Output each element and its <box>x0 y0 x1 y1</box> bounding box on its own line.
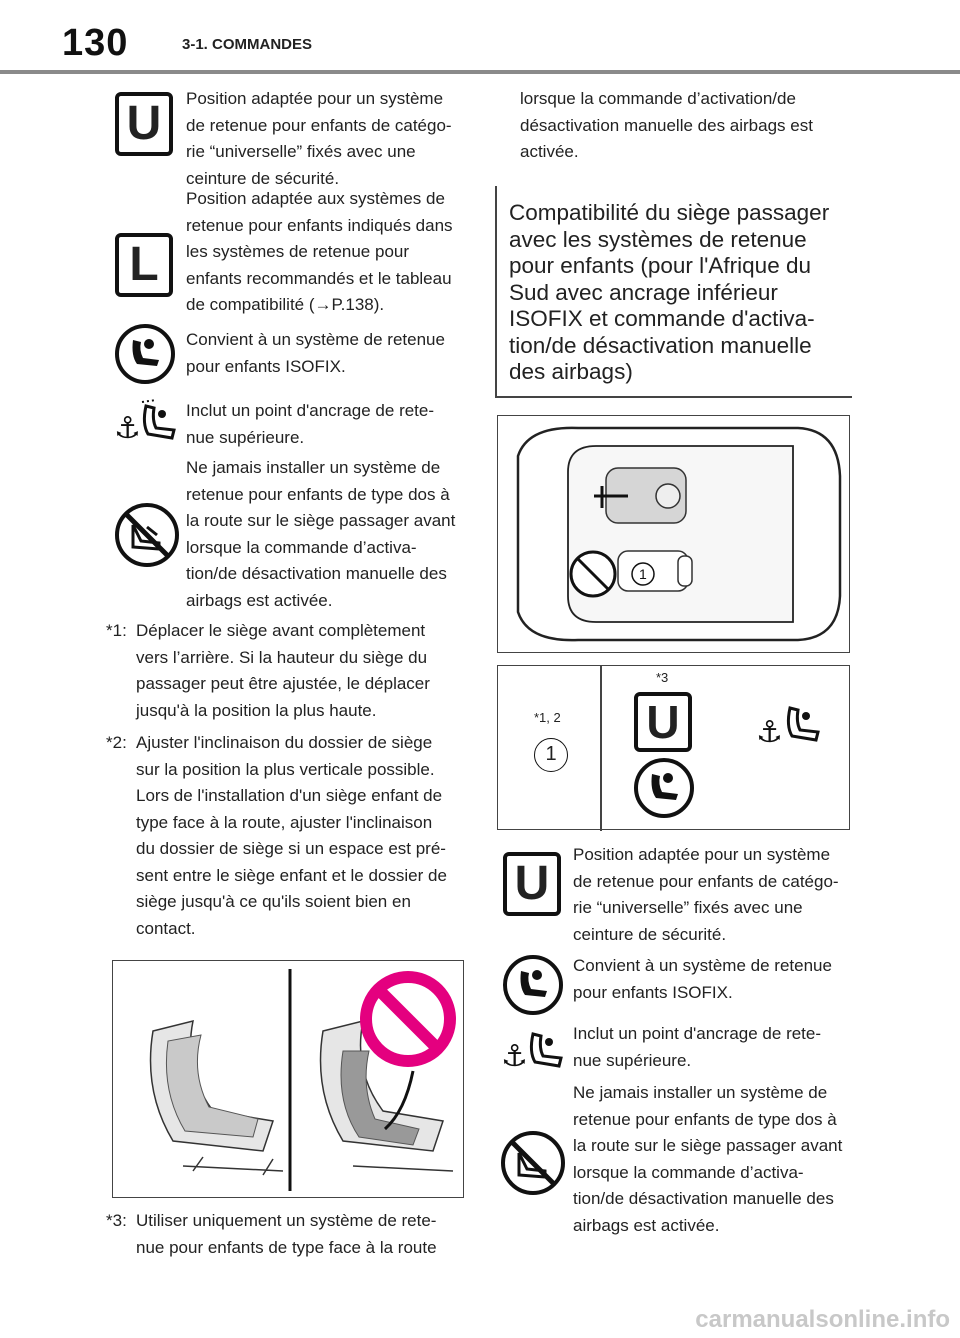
note3: Utiliser uniquement un système de rete- nue pour enfants de type face à la route <box>136 1211 437 1257</box>
car-seat-diagram <box>497 415 850 653</box>
anchor-seat-icon <box>112 398 178 446</box>
watermark: carmanualsonline.info <box>695 1306 950 1333</box>
legend-isofix: Convient à un système de retenue pour enfants ISOFIX. <box>573 956 832 1002</box>
compatibility-heading: Compatibilité du siège passager avec les systèmes de retenue pour enfants (pour l'Afrique du Sud avec ancrage inférieur ISOFIX et commande d'activa- tion/de désactivation manuelle des airbags) <box>495 186 852 398</box>
l-category-icon: L <box>115 233 173 297</box>
svg-text:⚓: ⚓ <box>114 411 141 446</box>
seat-adjustment-illustration <box>112 960 464 1198</box>
compatibility-table <box>497 665 850 830</box>
universal-u-icon: U <box>634 692 692 752</box>
diagram-label-1: 1 <box>639 566 647 582</box>
no-rear-facing-icon <box>501 1131 565 1195</box>
note3-mark: *3: <box>106 1211 127 1230</box>
desc-universal: Position adaptée pour un système de retenue pour enfants de catégo- rie “universelle” fixés avec une ceinture de sécurité. <box>186 89 452 188</box>
correct-seat-drawing <box>151 1021 284 1175</box>
child-seat-drawing <box>594 468 686 523</box>
isofix-seat-icon <box>634 758 694 818</box>
prohibited-icon <box>366 977 450 1061</box>
section-title: 3-1. COMMANDES <box>182 36 313 53</box>
note2-mark: *2: <box>106 733 127 752</box>
table-note-left: *1, 2 <box>534 710 561 725</box>
table-note-right: *3 <box>656 670 669 685</box>
note1: Déplacer le siège avant complètement vers l’arrière. Si la hauteur du siège du passager peut être ajustée, le déplacer jusqu'à la position la plus haute. <box>136 621 430 720</box>
universal-u-icon: U <box>115 92 173 156</box>
anchor-seat-icon <box>754 700 824 750</box>
table-divider <box>600 666 602 831</box>
legend-anchor: Inclut un point d'ancrage de rete- nue supérieure. <box>573 1024 822 1070</box>
passenger-seat-drawing <box>618 551 692 591</box>
desc-l-category: Position adaptée aux systèmes de retenue pour enfants indiqués dans les systèmes de retenue pour enfants recommandés et le tableau de compatibilité (→P.138). <box>186 189 453 314</box>
legend-universal: Position adaptée pour un système de retenue pour enfants de catégo- rie “universelle” fixés avec une ceinture de sécurité. <box>573 845 839 944</box>
isofix-seat-icon <box>503 955 563 1015</box>
svg-text:⚓: ⚓ <box>501 1039 528 1074</box>
no-rear-facing-icon <box>571 552 615 596</box>
desc-anchor: Inclut un point d'ancrage de rete- nue supérieure. <box>186 401 435 447</box>
svg-text:⚓: ⚓ <box>756 715 783 750</box>
desc-isofix: Convient à un système de retenue pour enfants ISOFIX. <box>186 330 445 376</box>
legend-never: Ne jamais installer un système de retenue pour enfants de type dos à la route sur le siège passager avant lorsque la commande d’activa- tion/de désactivation manuelle des airbags est activée. <box>573 1083 843 1235</box>
anchor-seat-icon <box>499 1026 565 1074</box>
note2: Ajuster l'inclinaison du dossier de siège sur la position la plus verticale possible. Lors de l'installation d'un siège enfant de type face à la route, ajuster l'inclinaison du dossier de siège si un espace est pré- sent entre le siège enfant et le dossier de siège jusqu'à ce qu'ils soient bien en contact. <box>136 733 447 938</box>
header-rule <box>0 70 960 74</box>
position-1-marker: 1 <box>534 738 568 772</box>
no-rear-facing-icon <box>115 503 179 567</box>
universal-u-icon: U <box>503 852 561 916</box>
desc-never: Ne jamais installer un système de retenue pour enfants de type dos à la route sur le siège passager avant lorsque la commande d’activa- tion/de désactivation manuelle des airbags est activée. <box>186 458 456 610</box>
continued-text: lorsque la commande d’activation/de désactivation manuelle des airbags est activée. <box>520 89 813 161</box>
page-number: 130 <box>62 22 129 64</box>
isofix-seat-icon <box>115 324 175 384</box>
note1-mark: *1: <box>106 621 127 640</box>
